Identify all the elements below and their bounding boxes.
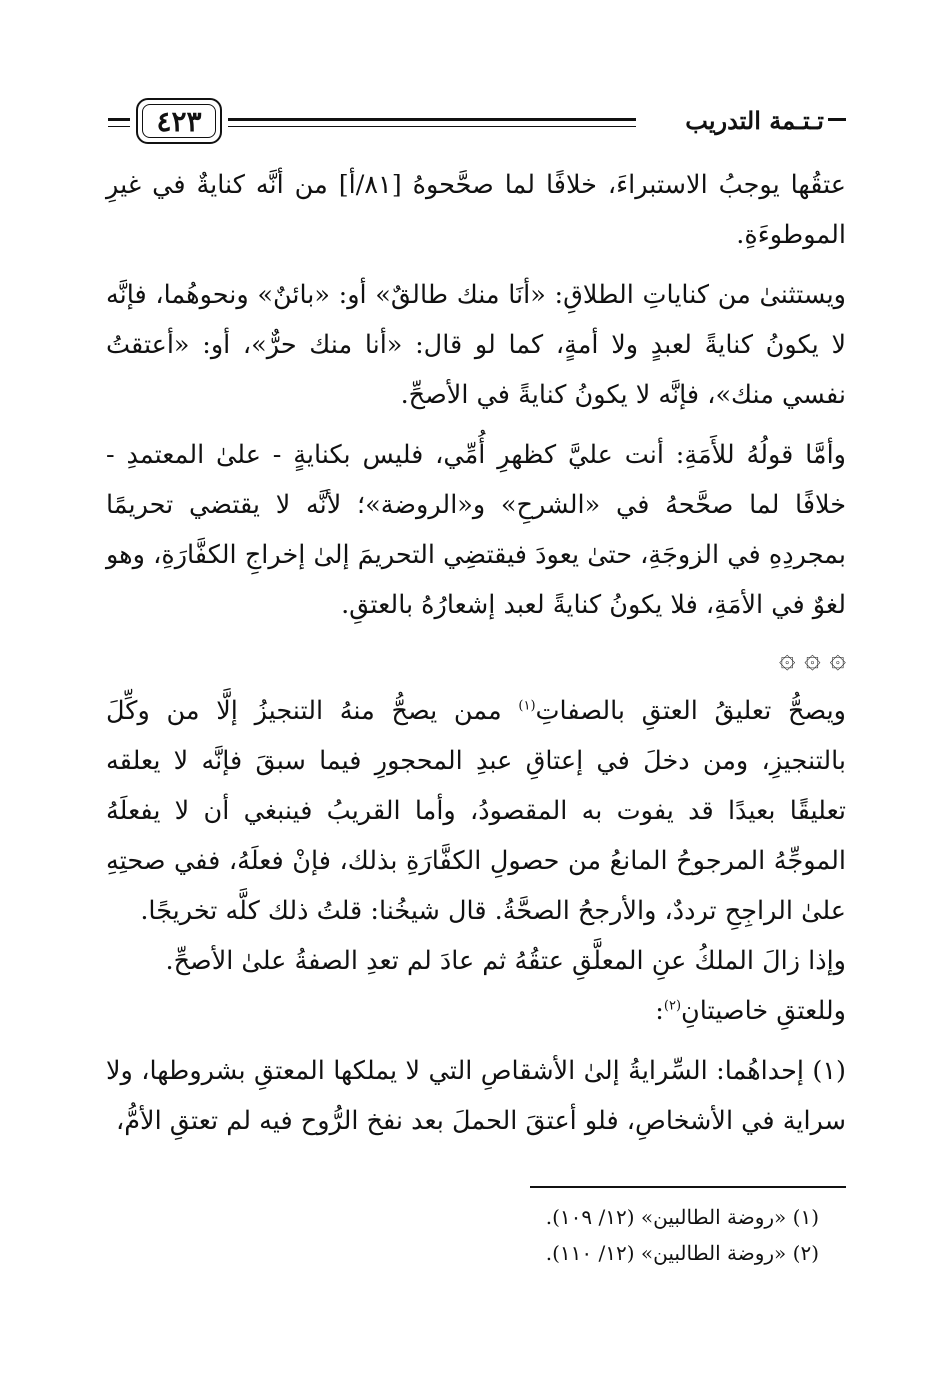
main-text xyxy=(106,160,846,1146)
paragraph-text: : xyxy=(655,996,664,1026)
running-title: تـتـمة التدريب xyxy=(685,106,824,135)
page-header xyxy=(108,96,846,152)
footnote: (٢) «روضة الطالبين» (١٢/ ١١٠). xyxy=(545,1241,819,1265)
paragraph xyxy=(106,686,846,936)
header-rule-right xyxy=(828,118,846,121)
footnote-separator xyxy=(530,1186,846,1188)
header-rule-center xyxy=(228,118,636,121)
paragraph-text: ويصحُّ تعليقُ العتقِ بالصفاتِ xyxy=(535,696,846,726)
header-rule-left-thin xyxy=(108,126,130,127)
paragraph xyxy=(106,986,846,1036)
footnote-marker[interactable]: (٢) xyxy=(663,998,682,1014)
header-rule-center-thin xyxy=(228,126,636,127)
paragraph: ويستثنىٰ من كناياتِ الطلاقِ: «أنَا منك طالقٌ» أو: «بائنٌ» ونحوهُما، فإنَّه لا يكونُ كنايةً لعبدٍ ولا أمةٍ، كما لو قال: «أنا منك حرٌّ»، أو: «أعتقتُ نفسي منك»، فإنَّه لا يكونُ كنايةً في الأصحِّ. xyxy=(106,280,846,410)
page-number: ٤٢٣ xyxy=(142,104,216,138)
header-rule-left xyxy=(108,118,130,121)
footnote: (١) «روضة الطالبين» (١٢/ ١٠٩). xyxy=(545,1205,819,1229)
paragraph: وأمَّا قولُهُ للأَمَةِ: أنت عليَّ كظهرِ أُمِّي، فليس بكنايةٍ - علىٰ المعتمدِ - خلافًا لما صحَّحهُ في «الشرحِ» و«الروضة»؛ لأنَّه لا يقتضي تحريمًا بمجردِهِ في الزوجَةِ، حتىٰ يعودَ فيقتضِي التحريمَ إلىٰ إخراجِ الكفَّارَةِ، وهو لغوٌ في الأمَةِ، فلا يكونُ كنايةً لعبد إشعارُهُ بالعتقِ. xyxy=(106,440,846,620)
footnote-marker[interactable]: (١) xyxy=(518,698,536,714)
footnotes xyxy=(319,1199,819,1271)
paragraph: عتقُها يوجبُ الاستبراءَ، خلافًا لما صحَّحوهُ [٨١/أ] من أنَّه كنايةٌ في غيرِ الموطوءَةِ. xyxy=(106,170,846,250)
paragraph-text: وللعتقِ خاصيتانِ xyxy=(681,996,846,1026)
paragraph: وإذا زالَ الملكُ عنِ المعلَّقِ عتقُهُ ثم عادَ لم تعدِ الصفةُ علىٰ الأصحِّ. xyxy=(165,946,846,976)
section-divider-ornament: ۞ ۞ ۞ xyxy=(778,641,846,674)
paragraph-text: ممن يصحُّ منهُ التنجيزُ إلَّا من وكِّلَ بالتنجيزِ، ومن دخلَ في إعتاقِ عبدِ المحجورِ فيما سبقَ فإنَّه لا يعلقه تعليقًا بعيدًا قد يفوت به المقصودُ، وأما القريبُ فينبغي أن لا يفعلَهُ الموجِّهُ المرجوحُ المانعُ من حصولِ الكفَّارَةِ بذلك، فإنْ فعلَهُ، ففي صحتِهِ علىٰ الراجِحِ ترددٌ، والأرجحُ الصحَّةُ. قال شيخُنا: قلتُ ذلك كلَّه تخريجًا. xyxy=(106,696,846,926)
paragraph: (١) إحداهُما: السِّرايةُ إلىٰ الأشقاصِ التي لا يملكها المعتقِ بشروطها، ولا سراية في الأشخاصِ، فلو أعتقَ الحملَ بعد نفخ الرُّوح فيه لم تعتقِ الأمُّ، xyxy=(106,1056,846,1136)
page-number-box xyxy=(136,98,222,144)
